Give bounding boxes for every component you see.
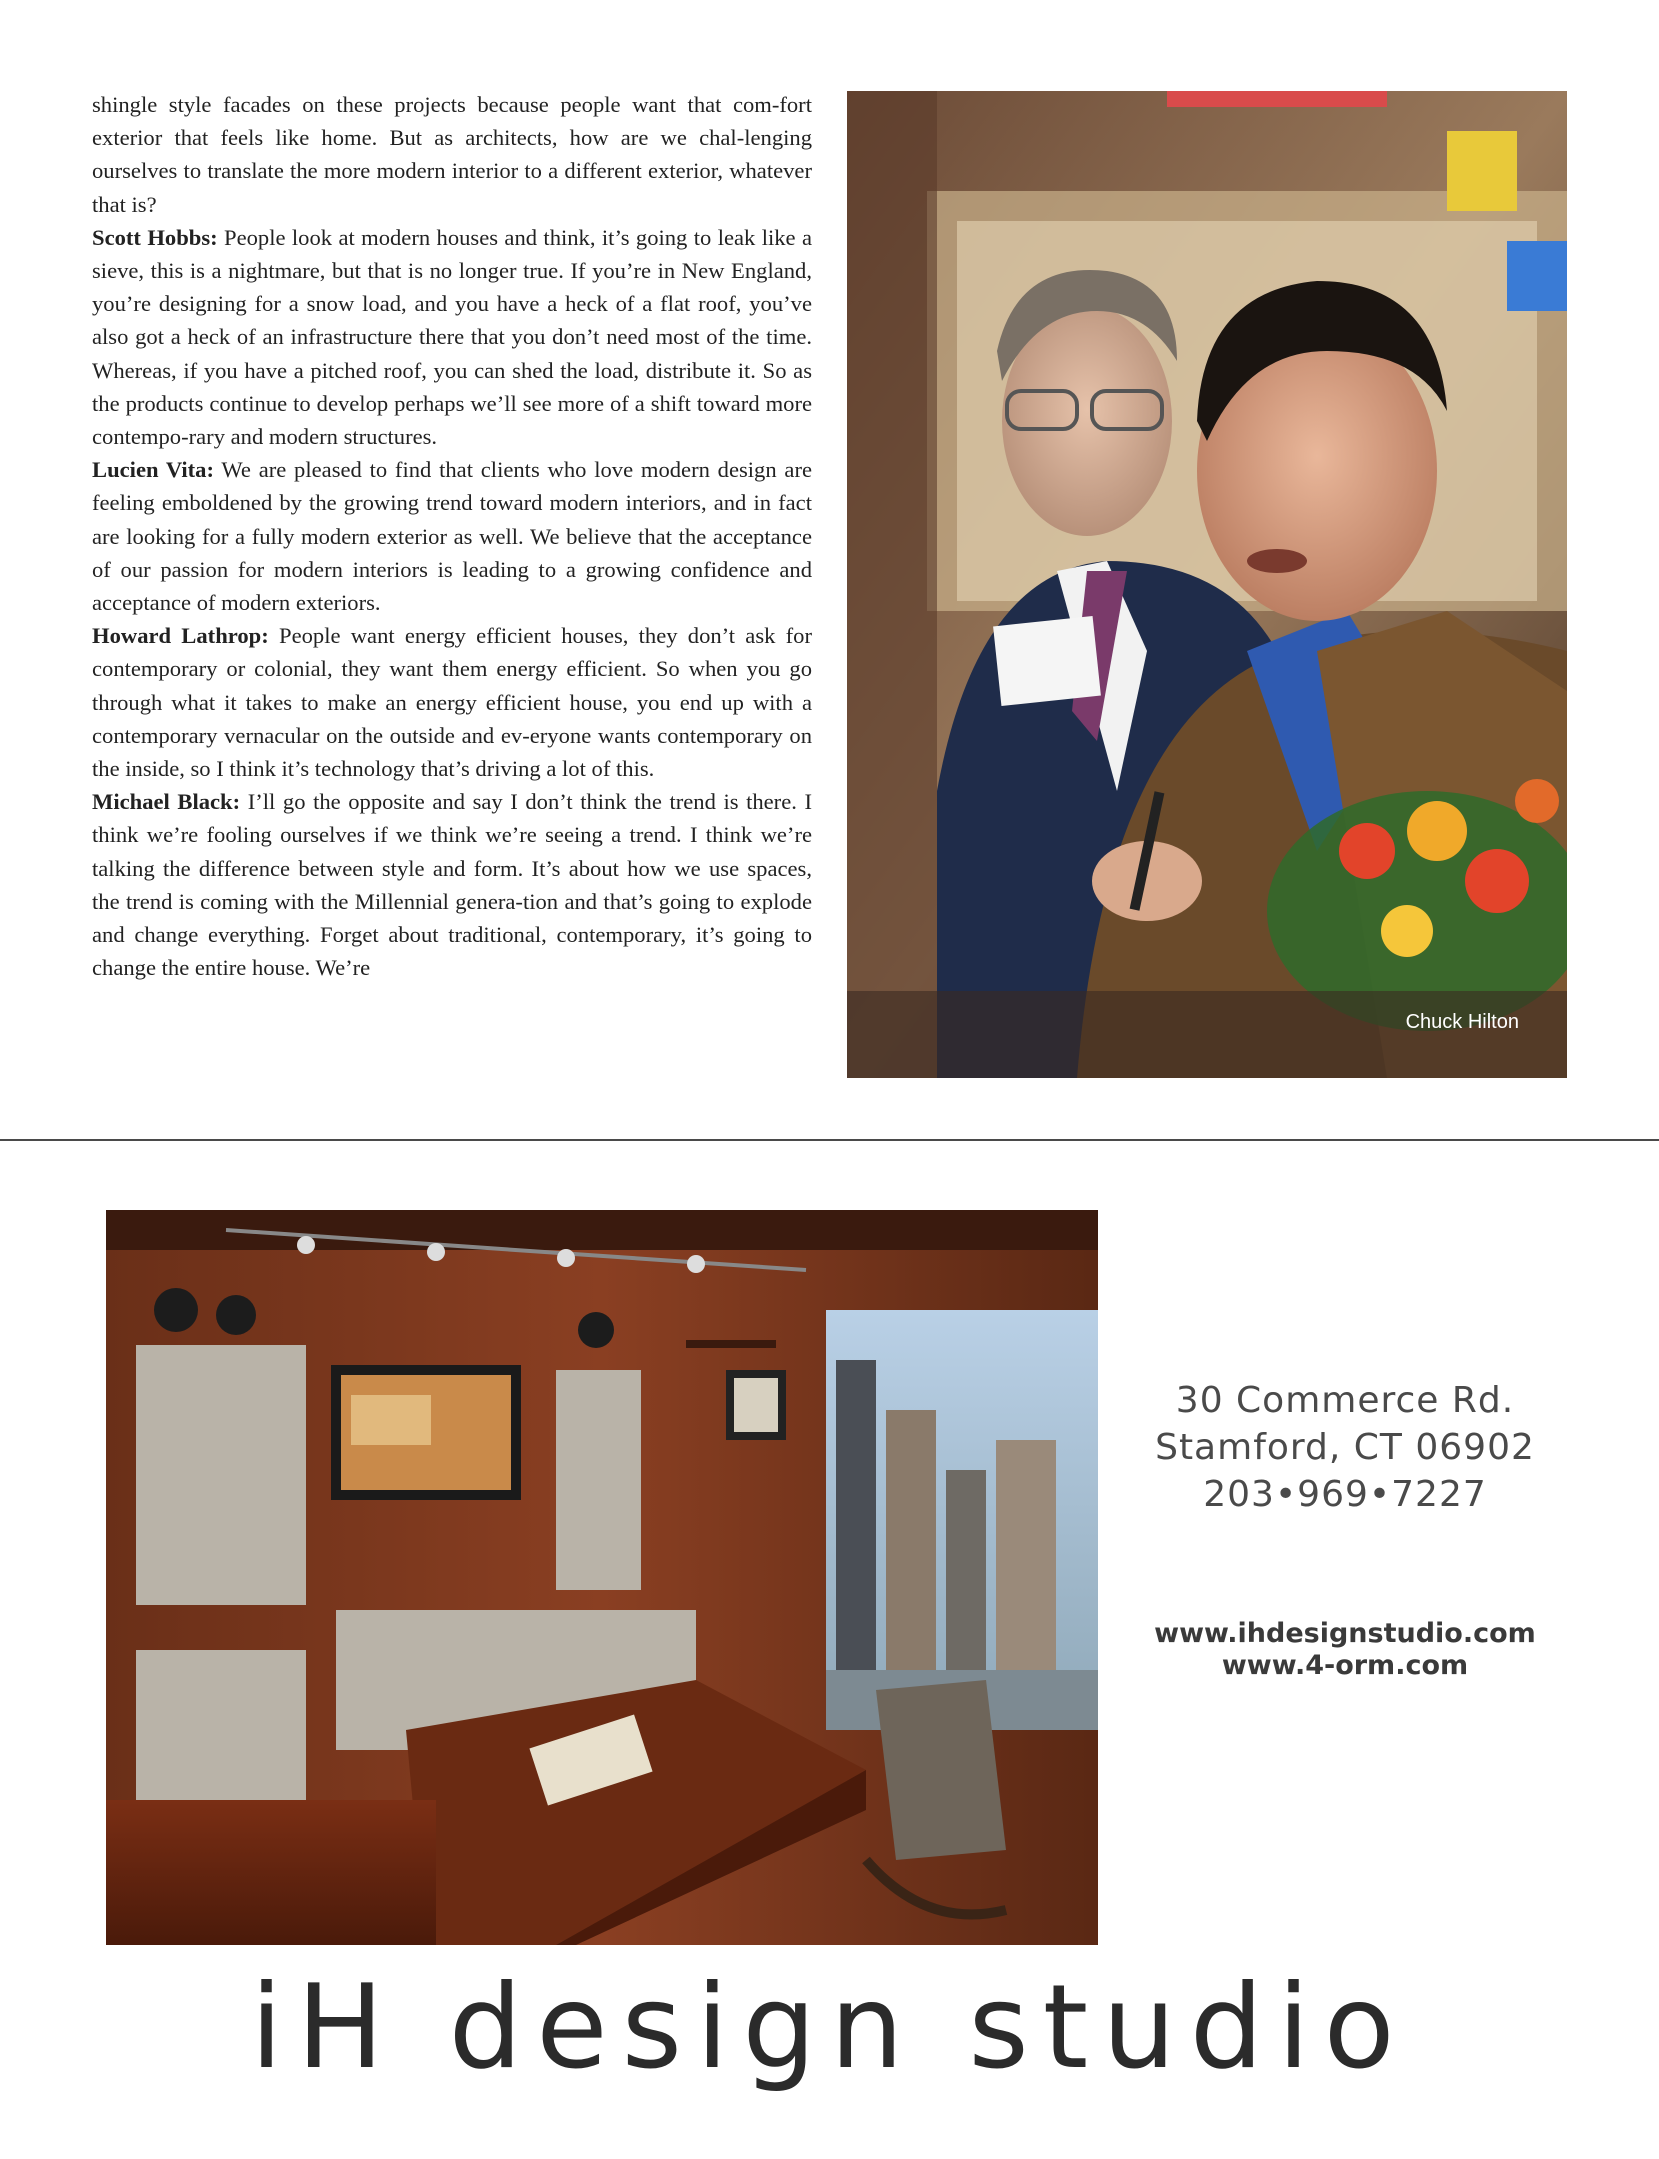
paragraph-text: We are pleased to find that clients who love modern design are feeling emboldened by the growing trend toward modern interiors, and in fact are looking for a fully modern exterior as well. We believe that the acceptance of our passion for modern interiors is leading to a growing confidence and acceptance of modern exteriors.	[92, 457, 813, 616]
paragraph-howard-lathrop	[92, 619, 812, 785]
paragraph-lucien-vita	[92, 453, 812, 619]
speaker-name: Scott Hobbs:	[92, 224, 218, 250]
paragraph-text: shingle style facades on these projects because people want that com-fort exterior that feels like home. But as architects, how are we chal-lenging ourselves to translate the more modern interior to a different exterior, whatever that is?	[92, 92, 812, 217]
paragraph-text: I’ll go the opposite and say I don’t think the trend is there. I think we’re fooling ourselves if we think we’re seeing a trend. I think we’re talking the difference between style and form. It’s about how we use spaces, the trend is coming with the Millennial genera-tion and that’s going to explode and change everything. Forget about traditional, contemporary, it’s going to change the entire house. We’re	[92, 789, 812, 981]
ad-brand-name: iH design studio	[250, 1960, 1409, 2095]
paragraph-text: People look at modern houses and think, it’s going to leak like a sieve, this is a nightmare, but that is no longer true. If you’re in New England, you’re designing for a snow load, and you have a heck of a flat roof, you’ve also got a heck of an infrastructure there that you don’t need most of the time. Whereas, if you have a pitched roof, you can shed the load, distribute it. So as the products continue to develop perhaps we’ll see more of a shift toward more contempo-rary and modern structures.	[92, 224, 812, 450]
website-link[interactable]: www.ihdesignstudio.com	[1154, 1618, 1536, 1649]
speaker-name: Howard Lathrop:	[92, 623, 269, 649]
paragraph-text: People want energy efficient houses, they don’t ask for contemporary or colonial, they want them energy efficient. So when you go through what it takes to make an energy efficient house, you end up with a contemporary vernacular on the outside and ev-eryone wants contemporary on the inside, so I think it’s technology that’s driving a lot of this.	[92, 623, 812, 782]
address-phone: 203•969•7227	[1203, 1474, 1487, 1515]
ad-office-photo	[106, 1210, 1098, 1945]
panel-photo	[847, 91, 1567, 1078]
speaker-name: Lucien Vita:	[92, 457, 215, 483]
section-divider	[0, 1139, 1659, 1141]
ad-office-illustration	[106, 1210, 1098, 1945]
website-link[interactable]: www.4-orm.com	[1221, 1650, 1469, 1681]
article-text	[92, 88, 812, 984]
paragraph-michael-black	[92, 785, 812, 984]
panel-photo-illustration	[847, 91, 1567, 1078]
ad-websites	[1105, 1618, 1585, 1682]
photo-credit: Chuck Hilton	[1405, 1011, 1519, 1033]
address-street: 30 Commerce Rd.	[1175, 1380, 1515, 1421]
address-city: Stamford, CT 06902	[1155, 1427, 1535, 1468]
speaker-name: Michael Black:	[92, 789, 241, 815]
paragraph-scott-hobbs	[92, 221, 812, 453]
paragraph-intro	[92, 88, 812, 221]
ad-address	[1105, 1377, 1585, 1518]
